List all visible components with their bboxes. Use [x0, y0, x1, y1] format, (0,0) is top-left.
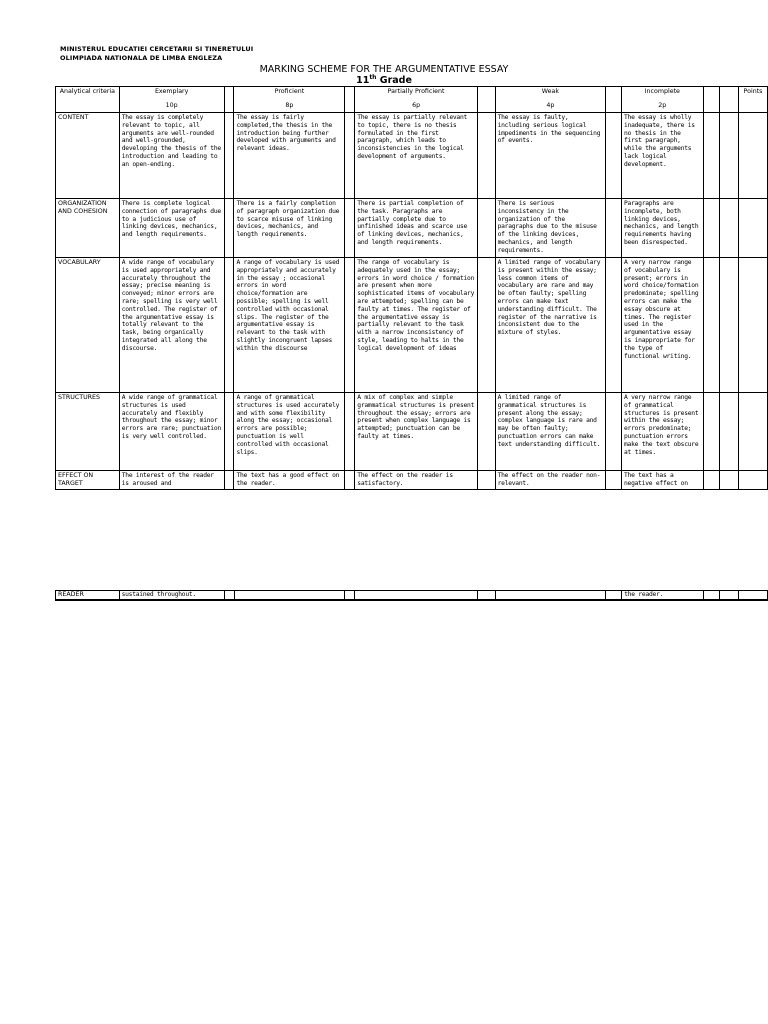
spacer-cell	[477, 87, 495, 113]
descriptor-cell: A mix of complex and simple grammatical structures is present throughout the essay; errors are present when complex language is attempted; punctuation can be faulty at times.	[355, 393, 478, 471]
descriptor-cell: sustained throughout.	[119, 591, 224, 601]
descriptor-cell: The text has a negative effect on	[622, 471, 704, 490]
level-header-exemplary: Exemplary 10p	[119, 87, 224, 113]
points-header: Points	[739, 87, 768, 113]
spacer-cell	[703, 87, 720, 113]
descriptor-cell: the reader.	[622, 591, 703, 601]
table-row	[56, 471, 768, 490]
descriptor-cell: There is complete logical connection of paragraphs due to a judicious use of linking devices, mechanics, and length requirements.	[119, 199, 224, 258]
spacer-cell	[345, 87, 355, 113]
descriptor-cell: The essay is completely relevant to topic, all arguments are well-rounded and well-grounded, developing the thesis of the introduction and leading to an open-ending.	[119, 113, 224, 199]
points-cell[interactable]	[739, 393, 768, 471]
points-cell[interactable]	[739, 113, 768, 199]
criterion-effect-on-target: EFFECT ON TARGET	[56, 471, 120, 490]
points-cell[interactable]	[739, 591, 768, 601]
descriptor-cell: Paragraphs are incomplete, both linking devices, mechanics, and length requirements having been disrespected.	[622, 199, 704, 258]
points-cell[interactable]	[739, 471, 768, 490]
criteria-header: Analytical criteria	[56, 87, 120, 113]
spacer-cell	[606, 87, 622, 113]
descriptor-cell: A limited range of grammatical structures is present along the essay; complex language is rare and may be often faulty; punctuation errors can make text understanding difficult.	[495, 393, 606, 471]
marking-scheme-table	[55, 86, 768, 490]
continuation-row-table	[55, 590, 768, 601]
table-row	[56, 258, 768, 393]
descriptor-cell: A very narrow range of vocabulary is present; errors in word choice/formation predominate; spelling errors can make the essay obscure at times. The register used in the argumentative essay is inappropriate for the type of functional writing.	[622, 258, 704, 393]
criterion-reader: READER	[56, 591, 120, 601]
descriptor-cell: The essay is wholly inadequate, there is no thesis in the first paragraph, while the arguments lack logical development.	[622, 113, 704, 199]
descriptor-cell: A range of grammatical structures is used accurately and with some flexibility along the essay; occasional errors are possible; punctuation is well controlled with occasional slips.	[234, 393, 345, 471]
table-row	[56, 591, 768, 601]
level-header-incomplete: Incomplete 2p	[622, 87, 704, 113]
descriptor-cell: A wide range of grammatical structures is used accurately and flexibly throughout the essay; minor errors are rare; punctuation is very well controlled.	[119, 393, 224, 471]
level-header-proficient: Proficient 8p	[234, 87, 345, 113]
level-header-weak: Weak 4p	[495, 87, 606, 113]
descriptor-cell: The essay is faulty, including serious logical impediments in the sequencing of events.	[495, 113, 606, 199]
criterion-vocabulary: VOCABULARY	[56, 258, 120, 393]
grade-suffix: th	[369, 74, 377, 81]
descriptor-cell: A wide range of vocabulary is used appropriately and accurately throughout the essay; precise meaning is conveyed; minor errors are rare; spelling is very well controlled. The register of the argumentative essay is totally relevant to the task, being organically integrated all along the discourse.	[119, 258, 224, 393]
descriptor-cell: A limited range of vocabulary is present within the essay; less common items of vocabulary are rare and may be often faulty; spelling errors can make text understanding difficult. The register of the narrative is inconsistent due to the mixture of styles.	[495, 258, 606, 393]
points-cell[interactable]	[739, 199, 768, 258]
table-row	[56, 199, 768, 258]
spacer-cell	[224, 87, 234, 113]
descriptor-cell: The effect on the reader non-relevant.	[495, 471, 606, 490]
header-row	[56, 87, 768, 113]
olympiad-name: OLIMPIADA NATIONALA DE LIMBA ENGLEZA	[60, 54, 223, 62]
ministry-name: MINISTERUL EDUCATIEI CERCETARII SI TINERETULUI	[60, 45, 254, 53]
criterion-content: CONTENT	[56, 113, 120, 199]
grade-word: Grade	[379, 75, 412, 87]
descriptor-cell: A very narrow range of grammatical structures is present within the essay; errors predominate; punctuation errors make the text obscure at times.	[622, 393, 704, 471]
points-cell[interactable]	[739, 258, 768, 393]
descriptor-cell: There is partial completion of the task. Paragraphs are partially complete due to unfinished ideas and scarce use of linking devices, mechanics, and length requirements.	[355, 199, 478, 258]
level-header-partially-proficient: Partially Proficient 6p	[355, 87, 478, 113]
descriptor-cell: The interest of the reader is aroused and	[119, 471, 224, 490]
document-title: MARKING SCHEME FOR THE ARGUMENTATIVE ESSAY	[259, 64, 509, 75]
grade-line	[0, 74, 768, 86]
criterion-structures: STRUCTURES	[56, 393, 120, 471]
descriptor-cell: The text has a good effect on the reader.	[234, 471, 345, 490]
descriptor-cell: The essay is fairly completed,the thesis in the introduction being further developed with arguments and relevant ideas.	[234, 113, 345, 199]
descriptor-cell: A range of vocabulary is used appropriately and accurately in the essay ; occasional errors in word choice/formation are possible; spelling is well controlled with occasional slips. The register of the argumentative essay is relevant to the task with slightly incongruent lapses within the discourse	[234, 258, 345, 393]
table-row	[56, 113, 768, 199]
descriptor-cell: There is serious inconsistency in the organization of the paragraphs due to the misuse of the linking devices, mechanics, and length requirements.	[495, 199, 606, 258]
table-row	[56, 393, 768, 471]
spacer-cell	[720, 87, 739, 113]
descriptor-cell: There is a fairly completion of paragraph organization due to scarce misuse of linking devices, mechanics, and length requirements.	[234, 199, 345, 258]
descriptor-cell: The essay is partially relevant to topic, there is no thesis formulated in the first paragraph, which leads to inconsistencies in the logical development of arguments.	[355, 113, 478, 199]
descriptor-cell: The effect on the reader is satisfactory.	[355, 471, 478, 490]
grade-number: 11	[356, 75, 370, 87]
criterion-organization: ORGANIZATION AND COHESION	[56, 199, 120, 258]
descriptor-cell: The range of vocabulary is adequately used in the essay; errors in word choice / formation are present when more sophisticated items of vocabulary are attempted; spelling can be faulty at times. The register of the argumentative essay is partially relevant to the task with a narrow inconsistency of style, leading to halts in the logical development of ideas	[355, 258, 478, 393]
